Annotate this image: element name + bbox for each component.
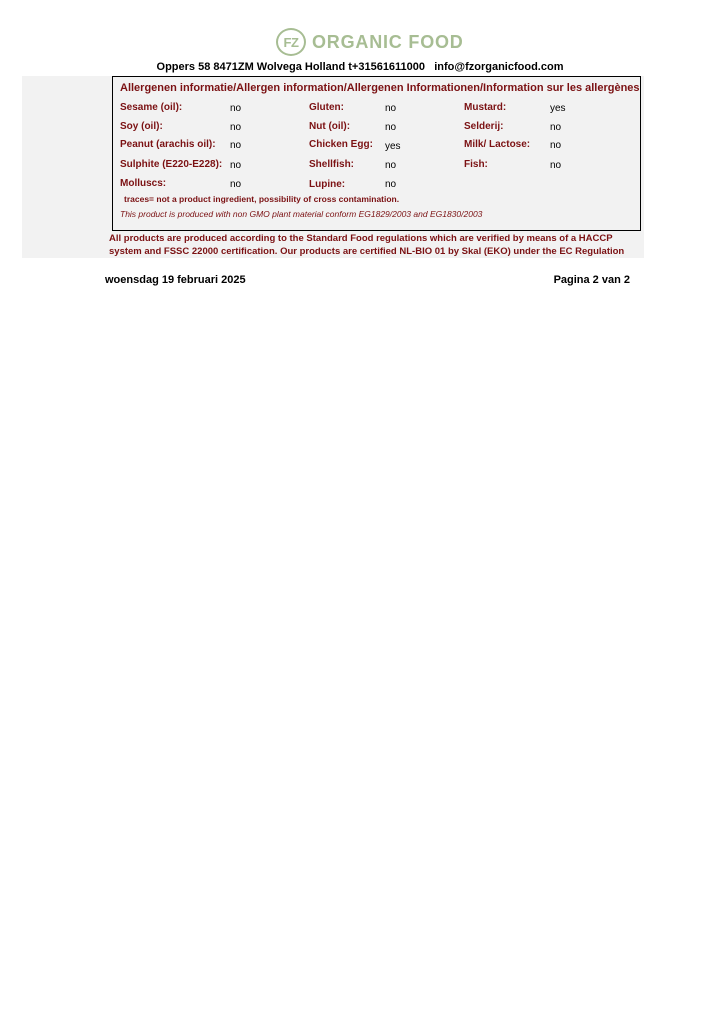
allergen-value-gluten: no xyxy=(385,103,397,114)
allergen-label-peanut: Peanut (arachis oil): xyxy=(120,139,216,150)
allergen-label-sulphite: Sulphite (E220-E228): xyxy=(120,159,223,170)
allergen-value-milk-lactose: no xyxy=(550,140,562,151)
company-logo xyxy=(276,27,486,57)
allergen-value-mustard: yes xyxy=(550,103,566,114)
allergen-value-lupine: no xyxy=(385,179,397,190)
allergen-info-box xyxy=(112,76,641,231)
allergen-title: Allergenen informatie/Allergen information/Allergenen Informationen/Information sur les allergènes xyxy=(120,82,640,94)
gmo-note: This product is produced with non GMO plant material conform EG1829/2003 and EG1830/2003 xyxy=(120,209,483,219)
allergen-value-fish: no xyxy=(550,160,562,171)
allergen-value-soy: no xyxy=(230,122,242,133)
allergen-label-mustard: Mustard: xyxy=(464,102,507,113)
allergen-label-fish: Fish: xyxy=(464,159,488,170)
allergen-label-milk-lactose: Milk/ Lactose: xyxy=(464,139,531,150)
allergen-label-chicken-egg: Chicken Egg: xyxy=(309,139,373,150)
allergen-label-lupine: Lupine: xyxy=(309,179,346,190)
allergen-value-shellfish: no xyxy=(385,160,397,171)
allergen-label-gluten: Gluten: xyxy=(309,102,344,113)
allergen-value-molluscs: no xyxy=(230,179,242,190)
allergen-value-peanut: no xyxy=(230,140,242,151)
footer-page-number: Pagina 2 van 2 xyxy=(553,274,630,286)
logo-text: ORGANIC FOOD xyxy=(312,31,464,52)
certification-line-1: All products are produced according to the Standard Food regulations which are verified by means of a HACCP xyxy=(109,233,613,244)
allergen-value-sulphite: no xyxy=(230,160,242,171)
allergen-label-sesame: Sesame (oil): xyxy=(120,102,183,113)
certification-statement xyxy=(109,232,639,258)
logo-badge: FZ xyxy=(276,28,306,56)
allergen-value-chicken-egg: yes xyxy=(385,141,401,152)
allergen-value-selderij: no xyxy=(550,122,562,133)
company-address: Oppers 58 8471ZM Wolvega Holland t+31561611000 info@fzorganicfood.com xyxy=(156,61,564,73)
traces-note: traces= not a product ingredient, possibility of cross contamination. xyxy=(124,194,400,204)
footer-date: woensdag 19 februari 2025 xyxy=(105,274,246,286)
allergen-label-nut: Nut (oil): xyxy=(309,121,351,132)
allergen-label-soy: Soy (oil): xyxy=(120,121,163,132)
certification-line-2: system and FSSC 22000 certification. Our products are certified NL-BIO 01 by Skal (EKO) under the EC Regulation xyxy=(109,246,625,257)
allergen-label-shellfish: Shellfish: xyxy=(309,159,355,170)
allergen-value-nut: no xyxy=(385,122,397,133)
allergen-label-selderij: Selderij: xyxy=(464,121,504,132)
allergen-label-molluscs: Molluscs: xyxy=(120,178,167,189)
allergen-value-sesame: no xyxy=(230,103,242,114)
